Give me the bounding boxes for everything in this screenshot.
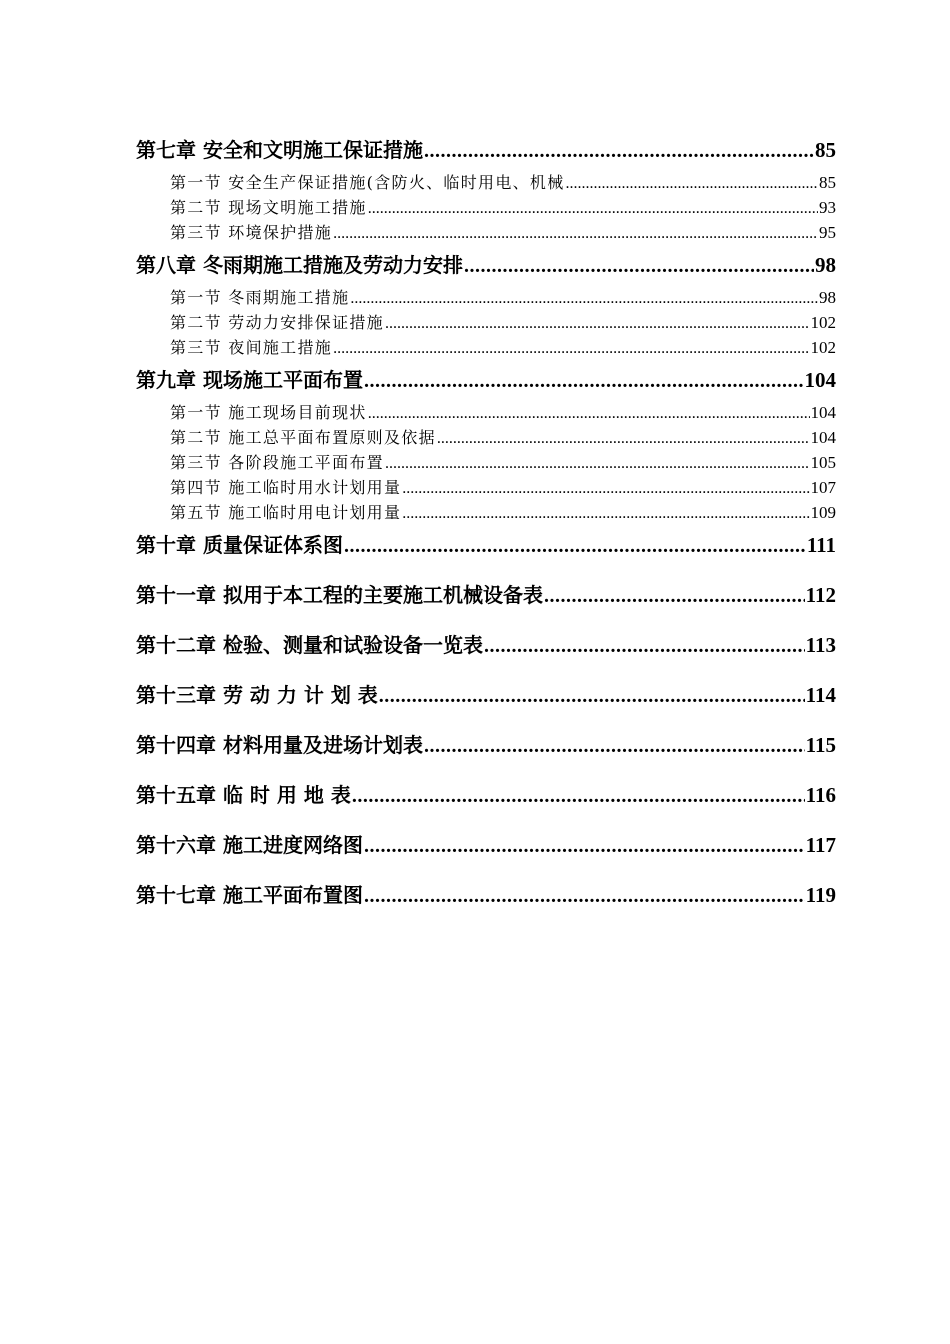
chapter-title: 第十七章 施工平面布置图 (136, 883, 363, 907)
page-number: 112 (805, 583, 836, 607)
dot-leader (437, 426, 810, 451)
dot-leader (402, 501, 809, 526)
page-number: 113 (805, 633, 836, 657)
toc-chapter-11[interactable] (136, 577, 836, 613)
toc-chapter-9[interactable] (136, 362, 836, 398)
section-title: 第四节 施工临时用水计划用量 (170, 478, 402, 497)
page-number: 111 (806, 533, 836, 557)
chapter-title: 第十一章 拟用于本工程的主要施工机械设备表 (136, 583, 543, 607)
dot-leader (544, 578, 805, 614)
page-number: 104 (804, 368, 836, 392)
page-number: 98 (815, 253, 836, 277)
chapter-title: 第十三章 劳 动 力 计 划 表 (136, 683, 378, 707)
chapter-title: 第十四章 材料用量及进场计划表 (136, 733, 423, 757)
toc-chapter-12[interactable] (136, 627, 836, 663)
toc-chapter-15[interactable] (136, 777, 836, 813)
section-title: 第二节 施工总平面布置原则及依据 (170, 428, 436, 447)
page-number: 104 (810, 403, 836, 422)
toc-chapter-8[interactable] (136, 247, 836, 283)
toc-section[interactable] (136, 220, 836, 245)
dot-leader (333, 221, 818, 246)
toc-section[interactable] (136, 400, 836, 425)
section-title: 第三节 各阶段施工平面布置 (170, 453, 384, 472)
chapter-title: 第七章 安全和文明施工保证措施 (136, 138, 423, 162)
toc-section[interactable] (136, 170, 836, 195)
dot-leader (464, 248, 814, 284)
page-number: 104 (810, 428, 836, 447)
page-number: 102 (810, 313, 836, 332)
dot-leader (566, 171, 818, 196)
toc-section[interactable] (136, 195, 836, 220)
page-number: 95 (819, 223, 836, 242)
page-number: 105 (810, 453, 836, 472)
chapter-7-sections (136, 170, 836, 245)
dot-leader (364, 828, 805, 864)
dot-leader (350, 286, 818, 311)
page-number: 85 (815, 138, 836, 162)
toc-chapter-16[interactable] (136, 827, 836, 863)
toc-section[interactable] (136, 500, 836, 525)
page-number: 115 (805, 733, 836, 757)
section-title: 第一节 冬雨期施工措施 (170, 288, 350, 307)
toc-section[interactable] (136, 475, 836, 500)
table-of-contents (136, 132, 836, 913)
toc-chapter-13[interactable] (136, 677, 836, 713)
chapter-title: 第九章 现场施工平面布置 (136, 368, 363, 392)
chapter-title: 第十五章 临 时 用 地 表 (136, 783, 351, 807)
page-number: 98 (819, 288, 836, 307)
dot-leader (333, 336, 809, 361)
page-number: 109 (810, 503, 836, 522)
dot-leader (385, 451, 810, 476)
toc-section[interactable] (136, 425, 836, 450)
page-number: 119 (805, 883, 836, 907)
toc-section[interactable] (136, 285, 836, 310)
section-title: 第一节 安全生产保证措施(含防火、临时用电、机械 (170, 173, 565, 192)
dot-leader (385, 311, 810, 336)
page-number: 102 (810, 338, 836, 357)
section-title: 第一节 施工现场目前现状 (170, 403, 367, 422)
page-number: 114 (805, 683, 836, 707)
dot-leader (379, 678, 805, 714)
toc-section[interactable] (136, 335, 836, 360)
dot-leader (352, 778, 805, 814)
toc-section[interactable] (136, 450, 836, 475)
page-number: 117 (805, 833, 836, 857)
toc-section[interactable] (136, 310, 836, 335)
section-title: 第五节 施工临时用电计划用量 (170, 503, 402, 522)
page-number: 107 (810, 478, 836, 497)
toc-chapter-7[interactable] (136, 132, 836, 168)
section-title: 第三节 环境保护措施 (170, 223, 333, 242)
chapter-9-sections (136, 400, 836, 525)
section-title: 第二节 现场文明施工措施 (170, 198, 367, 217)
chapter-title: 第十二章 检验、测量和试验设备一览表 (136, 633, 483, 657)
page-number: 85 (819, 173, 836, 192)
chapter-8-sections (136, 285, 836, 360)
dot-leader (364, 363, 804, 399)
dot-leader (484, 628, 805, 664)
chapter-title: 第十六章 施工进度网络图 (136, 833, 363, 857)
chapter-title: 第八章 冬雨期施工措施及劳动力安排 (136, 253, 463, 277)
section-title: 第二节 劳动力安排保证措施 (170, 313, 384, 332)
dot-leader (368, 196, 818, 221)
section-title: 第三节 夜间施工措施 (170, 338, 333, 357)
dot-leader (364, 878, 805, 914)
dot-leader (424, 728, 805, 764)
toc-chapter-14[interactable] (136, 727, 836, 763)
toc-chapter-17[interactable] (136, 877, 836, 913)
chapter-title: 第十章 质量保证体系图 (136, 533, 343, 557)
dot-leader (424, 133, 814, 169)
dot-leader (402, 476, 809, 501)
page-number: 116 (805, 783, 836, 807)
dot-leader (368, 401, 810, 426)
dot-leader (344, 528, 806, 564)
page-number: 93 (819, 198, 836, 217)
toc-chapter-10[interactable] (136, 527, 836, 563)
